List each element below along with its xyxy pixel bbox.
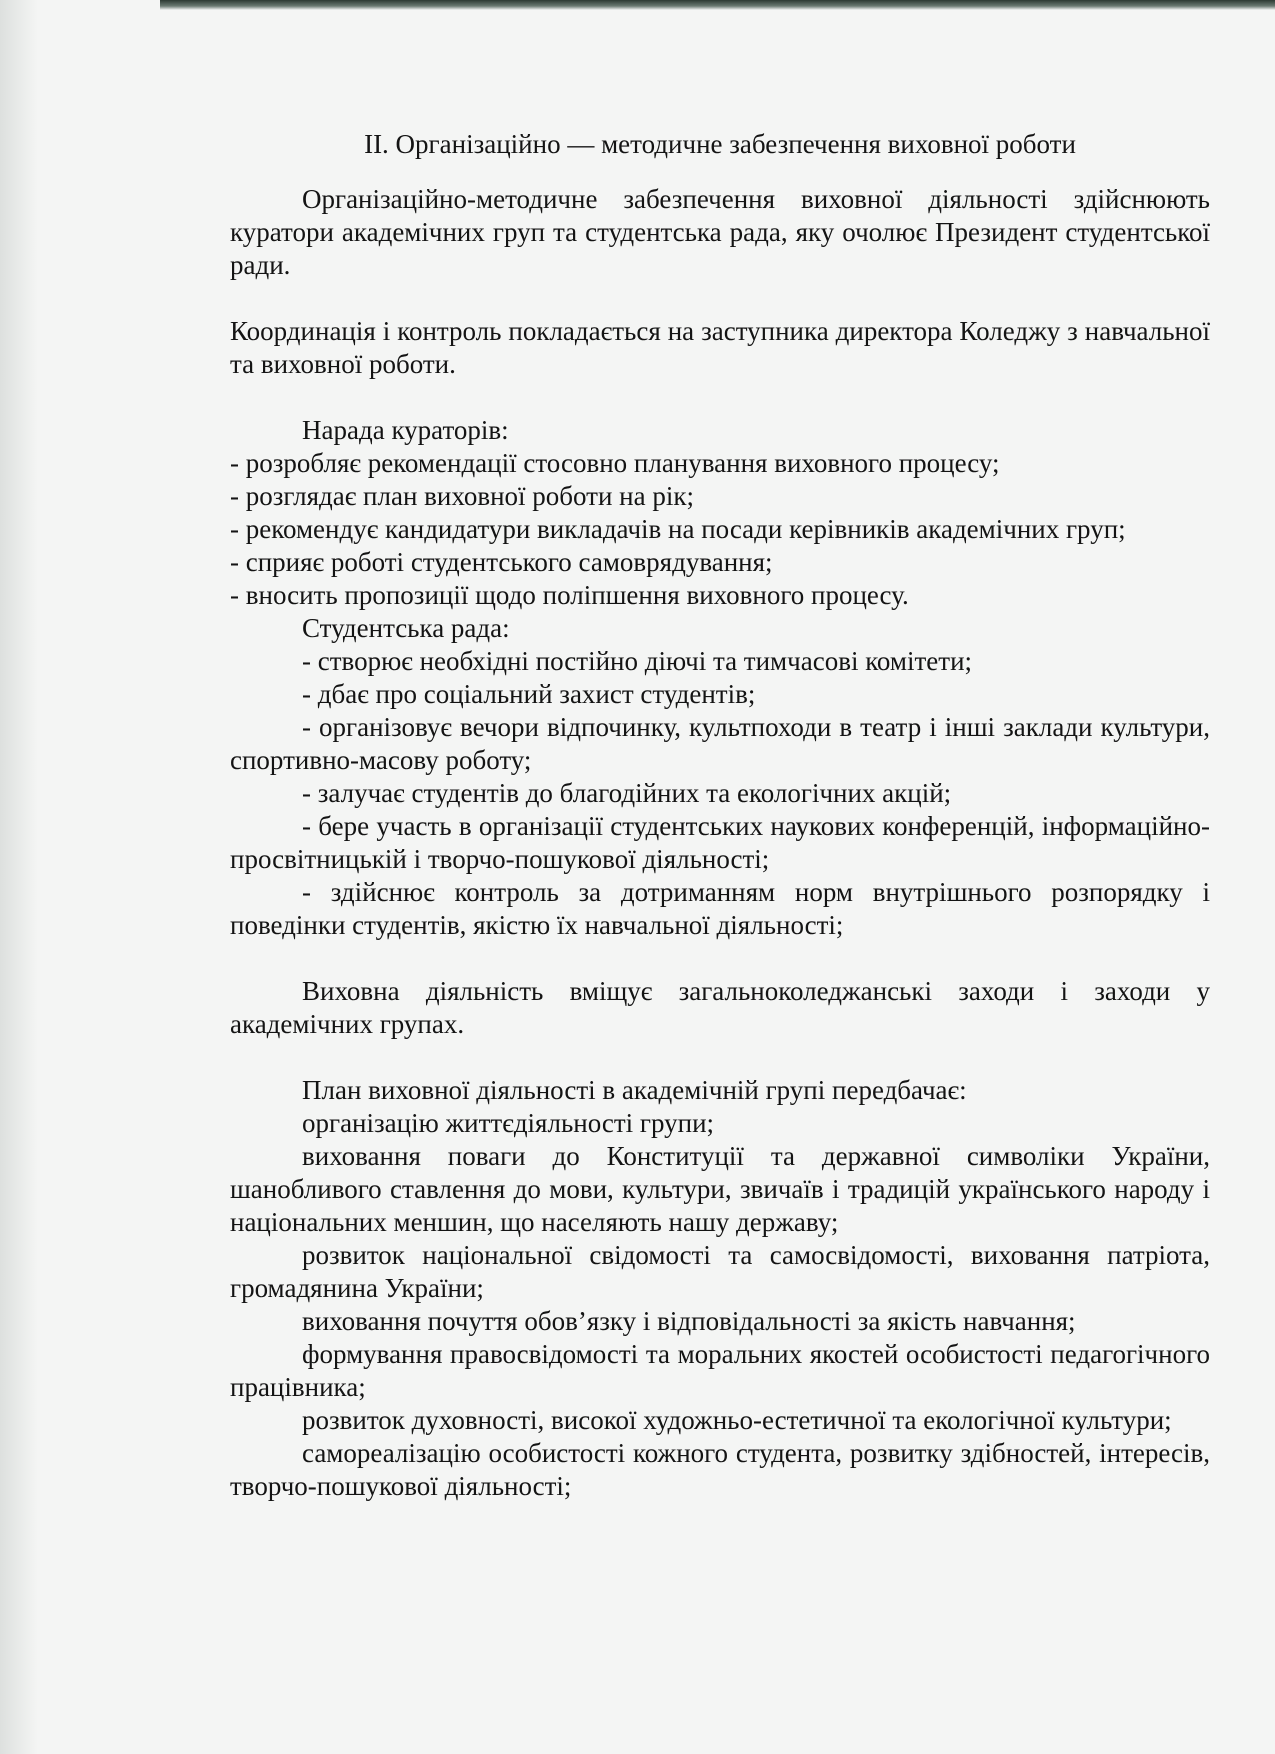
- list-item: - бере участь в організації студентських наукових конференцій, інформаційно-просвітницькій і творчо-пошукової діяльності;: [230, 811, 1210, 874]
- list-item: - залучає студентів до благодійних та екологічних акцій;: [302, 778, 952, 808]
- section-title: ІІ. Організаційно — методичне забезпечення виховної роботи: [364, 129, 1076, 159]
- curators-list: [230, 447, 1210, 612]
- document-body: [230, 128, 1210, 1503]
- list-item: виховання поваги до Конституції та державної символіки України, шанобливого ставлення до мови, культури, звичаїв і традицій українського народу і національних меншин, що населяють нашу державу;: [230, 1141, 1210, 1237]
- list-item: - здійснює контроль за дотриманням норм внутрішнього розпорядку і поведінки студентів, якістю їх навчальної діяльності;: [230, 877, 1210, 940]
- list-item: - вносить пропозиції щодо поліпшення виховного процесу.: [230, 580, 909, 610]
- council-heading: Студентська рада:: [302, 613, 510, 643]
- list-item: - розробляє рекомендації стосовно планування виховного процесу;: [230, 448, 1000, 478]
- curators-heading: Нарада кураторів:: [302, 415, 509, 445]
- intro-paragraph: Організаційно-методичне забезпечення виховної діяльності здійснюють куратори академічних груп та студентська рада, яку очолює Президент студентської ради.: [230, 184, 1210, 280]
- list-item: - рекомендує кандидатури викладачів на посади керівників академічних груп;: [230, 514, 1126, 544]
- list-item: розвиток духовності, високої художньо-естетичної та екологічної культури;: [302, 1405, 1172, 1435]
- council-list: [230, 645, 1210, 942]
- coordination-paragraph: Координація і контроль покладається на заступника директора Коледжу з навчальної та виховної роботи.: [230, 316, 1210, 379]
- list-item: формування правосвідомості та моральних якостей особистості педагогічного працівника;: [230, 1339, 1210, 1402]
- list-item: розвиток національної свідомості та самосвідомості, виховання патріота, громадянина України;: [230, 1240, 1210, 1303]
- list-item: виховання почуття обов’язку і відповідальності за якість навчання;: [302, 1306, 1076, 1336]
- plan-heading: План виховної діяльності в академічній групі передбачає:: [302, 1075, 967, 1105]
- plan-list: [230, 1107, 1210, 1503]
- activity-paragraph: Виховна діяльність вміщує загальноколеджанські заходи і заходи у академічних групах.: [230, 976, 1210, 1039]
- scan-left-shadow: [0, 0, 38, 1754]
- list-item: - організовує вечори відпочинку, культпоходи в театр і інші заклади культури, спортивно-масову роботу;: [230, 712, 1210, 775]
- list-item: - створює необхідні постійно діючі та тимчасові комітети;: [302, 646, 973, 676]
- list-item: - дбає про соціальний захист студентів;: [302, 679, 756, 709]
- list-item: самореалізацію особистості кожного студента, розвитку здібностей, інтересів, творчо-пошукової діяльності;: [230, 1438, 1210, 1501]
- list-item: - сприяє роботі студентського самоврядування;: [230, 547, 773, 577]
- list-item: організацію життєдіяльності групи;: [302, 1108, 715, 1138]
- scan-top-edge: [160, 0, 1275, 10]
- list-item: - розглядає план виховної роботи на рік;: [230, 481, 694, 511]
